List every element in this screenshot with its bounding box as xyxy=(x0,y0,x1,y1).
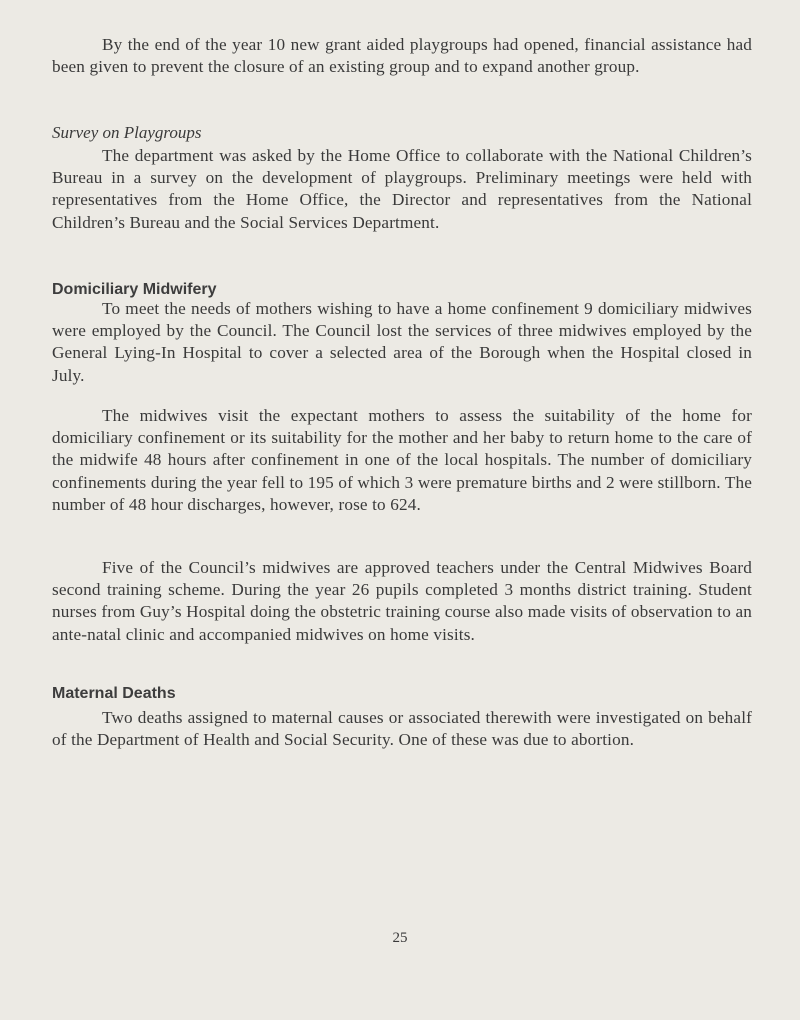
page-number: 25 xyxy=(392,930,408,946)
paragraph-midwives-employed: To meet the needs of mothers wishing to have a home confinement 9 domiciliary midwives were employed by the Council. The Council lost the services of three midwives employed by the General Lying-In Hospital to cover a selected area of the Borough when the Hospital closed in July. xyxy=(52,299,752,385)
paragraph-midwife-visits: The midwives visit the expectant mothers to assess the suitability of the home for domiciliary confinement or its suitability for the mother and her baby to return home to the care of the midwife 48 hours after confinement in one of the local hospitals. The number of domiciliary confinements during the year fell to 195 of which 3 were premature births and 2 were stillborn. The number of 48 hour discharges, however, rose to 624. xyxy=(52,406,752,514)
paragraph-grant-aided-playgroups: By the end of the year 10 new grant aided playgroups had opened, financial assistance had been given to prevent the closure of an existing group and to expand another group. xyxy=(52,35,752,77)
paragraph-survey-on-playgroups: The department was asked by the Home Office to collaborate with the National Children’s Bureau in a survey on the development of playgroups. Preliminary meetings were held with representatives from the Home Office, the Director and representatives from the National Children’s Bureau and the Social Services Department. xyxy=(52,146,752,232)
heading-domiciliary-midwifery: Domiciliary Midwifery xyxy=(52,281,217,298)
heading-maternal-deaths: Maternal Deaths xyxy=(52,685,176,702)
paragraph-midwife-training: Five of the Council’s midwives are approved teachers under the Central Midwives Board second training scheme. During the year 26 pupils completed 3 months district training. Student nurses from Guy’s Hospital doing the obstetric training course also made visits of observation to an ante-natal clinic and accompanied midwives on home visits. xyxy=(52,558,752,644)
heading-survey-on-playgroups: Survey on Playgroups xyxy=(52,123,202,142)
paragraph-maternal-deaths: Two deaths assigned to maternal causes or associated therewith were investigated on behalf of the Department of Health and Social Security. One of these was due to abortion. xyxy=(52,708,752,750)
